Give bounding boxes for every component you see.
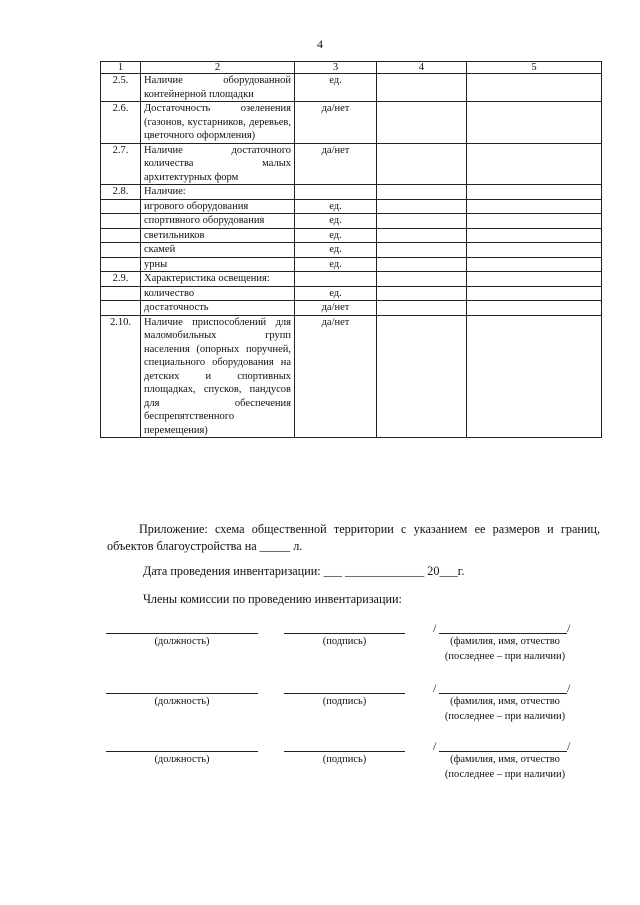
row-value-cell — [377, 143, 467, 185]
row-value-cell — [377, 185, 467, 200]
row-value-cell — [377, 74, 467, 102]
row-description: скамей — [141, 243, 295, 258]
row-number: 2.9. — [101, 272, 141, 287]
table-row — [101, 286, 602, 301]
row-unit: ед. — [295, 214, 377, 229]
signature-caption: (подпись) — [322, 754, 367, 765]
row-number — [101, 243, 141, 258]
slash-right: / — [567, 739, 571, 753]
position-caption: (должность) — [154, 696, 210, 707]
row-number — [101, 301, 141, 316]
signature-block — [0, 739, 640, 801]
position-caption: (должность) — [154, 754, 210, 765]
row-unit: ед. — [295, 228, 377, 243]
row-description: игрового оборудования — [141, 199, 295, 214]
row-number: 2.8. — [101, 185, 141, 200]
row-number: 2.6. — [101, 102, 141, 144]
table-row — [101, 74, 602, 102]
row-note-cell — [467, 228, 602, 243]
row-value-cell — [377, 272, 467, 287]
row-number — [101, 199, 141, 214]
row-note-cell — [467, 257, 602, 272]
header-cell: 1 — [101, 62, 141, 74]
position-caption: (должность) — [154, 636, 210, 647]
row-description: Достаточность озеленения (газонов, кустарников, деревьев, цветочного оформления) — [141, 102, 295, 144]
signature-block — [0, 681, 640, 743]
row-value-cell — [377, 315, 467, 438]
name-caption-line2: (последнее – при наличии) — [444, 651, 566, 662]
row-description: Характеристика освещения: — [141, 272, 295, 287]
row-unit: да/нет — [295, 301, 377, 316]
header-cell: 4 — [377, 62, 467, 74]
row-description: Наличие оборудованной контейнерной площадки — [141, 74, 295, 102]
signature-caption: (подпись) — [322, 696, 367, 707]
row-unit — [295, 185, 377, 200]
table-row — [101, 315, 602, 438]
row-note-cell — [467, 301, 602, 316]
row-unit: да/нет — [295, 102, 377, 144]
row-description: Наличие достаточного количества малых архитектурных форм — [141, 143, 295, 185]
row-note-cell — [467, 243, 602, 258]
name-caption-line2: (последнее – при наличии) — [444, 711, 566, 722]
row-unit — [295, 272, 377, 287]
row-description: урны — [141, 257, 295, 272]
row-note-cell — [467, 315, 602, 438]
page-number: 4 — [317, 37, 323, 51]
row-description: достаточность — [141, 301, 295, 316]
row-value-cell — [377, 228, 467, 243]
slash-right: / — [567, 681, 571, 695]
row-note-cell — [467, 74, 602, 102]
header-cell: 3 — [295, 62, 377, 74]
header-cell: 2 — [141, 62, 295, 74]
commission-members-heading: Члены комиссии по проведению инвентаризации: — [143, 592, 402, 606]
signature-caption: (подпись) — [322, 636, 367, 647]
table-row — [101, 199, 602, 214]
row-note-cell — [467, 102, 602, 144]
inventory-table — [100, 61, 602, 438]
row-unit: ед. — [295, 243, 377, 258]
name-caption-line1: (фамилия, имя, отчество — [450, 754, 560, 765]
table-header-row — [101, 62, 602, 74]
row-note-cell — [467, 214, 602, 229]
row-number — [101, 286, 141, 301]
slash-left: / — [433, 621, 437, 635]
slash-left: / — [433, 681, 437, 695]
row-number — [101, 257, 141, 272]
row-unit: ед. — [295, 74, 377, 102]
row-value-cell — [377, 243, 467, 258]
row-description: Наличие: — [141, 185, 295, 200]
signature-block — [0, 621, 640, 683]
row-note-cell — [467, 199, 602, 214]
row-number: 2.10. — [101, 315, 141, 438]
table-row — [101, 214, 602, 229]
table-row — [101, 102, 602, 144]
row-unit: да/нет — [295, 143, 377, 185]
slash-left: / — [433, 739, 437, 753]
row-note-cell — [467, 143, 602, 185]
inventory-date-text: Дата проведения инвентаризации: ___ _____________ 20___г. — [143, 564, 465, 578]
table-row — [101, 143, 602, 185]
row-value-cell — [377, 301, 467, 316]
row-value-cell — [377, 257, 467, 272]
row-value-cell — [377, 214, 467, 229]
row-unit: ед. — [295, 257, 377, 272]
row-number: 2.5. — [101, 74, 141, 102]
table-row — [101, 272, 602, 287]
name-caption-line1: (фамилия, имя, отчество — [450, 636, 560, 647]
table-row — [101, 228, 602, 243]
table-row — [101, 301, 602, 316]
row-number: 2.7. — [101, 143, 141, 185]
row-unit: да/нет — [295, 315, 377, 438]
table-row — [101, 185, 602, 200]
name-caption-line1: (фамилия, имя, отчество — [450, 696, 560, 707]
row-note-cell — [467, 185, 602, 200]
row-unit: ед. — [295, 199, 377, 214]
row-note-cell — [467, 286, 602, 301]
row-description: спортивного оборудования — [141, 214, 295, 229]
row-value-cell — [377, 286, 467, 301]
name-caption-line2: (последнее – при наличии) — [444, 769, 566, 780]
row-description: светильников — [141, 228, 295, 243]
row-value-cell — [377, 199, 467, 214]
slash-right: / — [567, 621, 571, 635]
row-number — [101, 228, 141, 243]
row-number — [101, 214, 141, 229]
appendix-text: Приложение: схема общественной территории с указанием ее размеров и границ, объектов благоустройства на _____ л. — [107, 522, 600, 553]
row-note-cell — [467, 272, 602, 287]
row-description: Наличие приспособлений для маломобильных групп населения (опорных поручней, специального оборудования на детских и спортивных площадках, спусков, пандусов для обеспечения беспрепятственного перемещения) — [141, 315, 295, 438]
table-row — [101, 243, 602, 258]
header-cell: 5 — [467, 62, 602, 74]
table-row — [101, 257, 602, 272]
row-description: количество — [141, 286, 295, 301]
row-value-cell — [377, 102, 467, 144]
row-unit: ед. — [295, 286, 377, 301]
